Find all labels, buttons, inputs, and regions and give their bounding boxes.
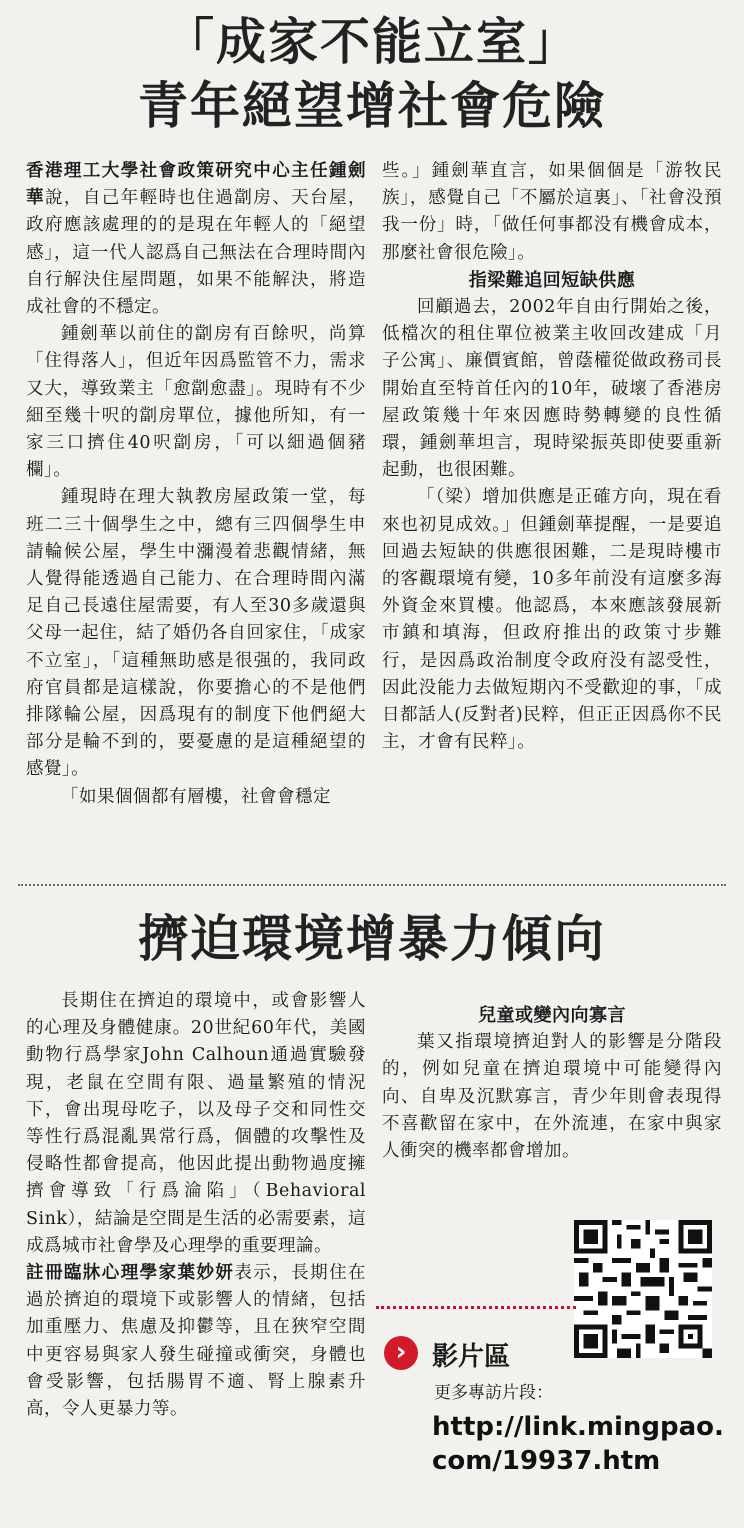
video-link-line2[interactable]: com/19937.htm [432, 1446, 661, 1476]
section-divider [18, 884, 726, 886]
headline-article2: 擠迫環境增暴力傾向 [138, 909, 606, 968]
headline-line2: 青年絕望增社會危險 [138, 76, 606, 135]
video-link-line1[interactable]: http://link.mingpao. [432, 1412, 724, 1442]
article1-paragraph: 「如果個個都有層樓，社會會穩定 [61, 786, 331, 807]
article1-column1 [26, 158, 366, 811]
article1-paragraph: 回顧過去，2002年自由行開始之後，低檔次的租住單位被業主收回改建成「月子公寓」、廉價賓館，曾蔭權從做政務司長開始直至特首任內的10年，破壞了香港房屋政策幾十年來因應時勢轉變的良性循環，鍾劍華坦言，現時梁振英即使要重新起動，也很困難。 [382, 297, 722, 481]
lead-name: 香港理工大學社會政策研究中心主任鍾劍華 [26, 161, 366, 209]
article1-paragraph [26, 158, 366, 321]
qr-code[interactable] [574, 1220, 712, 1358]
article2-column1 [26, 988, 366, 1423]
play-arrow-icon[interactable]: › [384, 1336, 418, 1370]
article1-paragraph: 「（梁）增加供應是正確方向，現在看來也初見成效。」但鍾劍華提醒，一是要追回過去短缺的供應很困難，二是現時樓市的客觀環境有變，10多年前没有這麼多海外資金來買樓。他認爲，本來應該發展新市鎮和填海，但政府推出的政策寸步難行，是因爲政治制度令政府没有認受性，因此没能力去做短期內不受歡迎的事，「成日都話人(反對者)民粹，但正正因爲你不民主，才會有民粹」。 [382, 487, 722, 753]
lead-name: 註冊臨牀心理學家葉妙妍 [26, 1263, 235, 1284]
article1-paragraph: 鍾劍華以前住的劏房有百餘呎，尚算「住得落人」，但近年因爲監管不力，需求又大，導致業主「愈劏愈盡」。現時有不少細至幾十呎的劏房單位，據他所知，有一家三口擠住40呎劏房，「可以細過個豬欄」。 [26, 324, 366, 481]
article1-column2 [382, 158, 722, 756]
subheading: 指梁難追回短缺供應 [468, 269, 636, 291]
headline-line1: 「成家不能立室」 [164, 12, 580, 71]
article2-paragraph: 長期住在擠迫的環境中，或會影響人的心理及身體健康。20世紀60年代，美國動物行爲學家John Calhoun通過實驗發現，老鼠在空間有限、過量繁殖的情況下，會出現母吃子，以及母子交和同性交等性行爲混亂異常行爲，個體的攻擊性及侵略性都會提高，他因此提出動物過度擁擠會導致「行爲淪陷」（Behavioral Sink），結論是空間是生活的必需要素，這成爲城市社會學及心理學的重要理論。 [26, 991, 366, 1256]
article1-paragraph: 鍾現時在理大執教房屋政策一堂，每班二三十個學生之中，總有三四個學生申請輪候公屋，學生中瀰漫着悲觀情緒，無人覺得能透過自己能力、在合理時間內滿足自己長遠住屋需要，有人至30多歲還與父母一起住，結了婚仍各自回家住，「成家不立室」，「這種無助感是很强的，我同政府官員都是這樣說，你要擔心的不是他們排隊輪公屋，因爲現有的制度下他們絕大部分是輪不到的，要憂慮的是這種絕望的感覺」。 [26, 487, 366, 780]
article2-paragraph: 葉又指環境擠迫對人的影響是分階段的，例如兒童在擠迫環境中可能變得內向、自卑及沉默寡言，青少年則會表現得不喜歡留在家中，在外流連，在家中與家人衝突的機率都會增加。 [382, 1032, 722, 1162]
article2-column2 [382, 988, 722, 1165]
video-section-title: 影片區 [432, 1342, 511, 1372]
video-section-subtitle: 更多專訪片段： [434, 1383, 553, 1403]
video-link[interactable] [432, 1410, 724, 1478]
paragraph-text: 說，自己年輕時也住過劏房、天台屋，政府應該處理的的是現在年輕人的「絕望感」，這一代人認爲自己無法在合理時間內自行解決住屋問題，如果不能解決，將造成社會的不穩定。 [26, 188, 367, 318]
red-dotted-rule [376, 1306, 576, 1309]
article2-paragraph [26, 1260, 366, 1423]
subheading: 兒童或變內向寡言 [478, 1005, 626, 1026]
paragraph-text: 表示，長期住在過於擠迫的環境下或影響人的情緒，包括加重壓力、焦慮及抑鬱等，且在狹窄空間中更容易與家人發生碰撞或衝突，身體也會受影響，包括腸胃不適、腎上腺素升高，令人更暴力等。 [26, 1263, 367, 1420]
article1-paragraph: 些。」鍾劍華直言，如果個個是「游牧民族」，感覺自己「不屬於這裏」、「社會没預我一份」時，「做任何事都没有機會成本，那麼社會很危險」。 [382, 161, 722, 263]
